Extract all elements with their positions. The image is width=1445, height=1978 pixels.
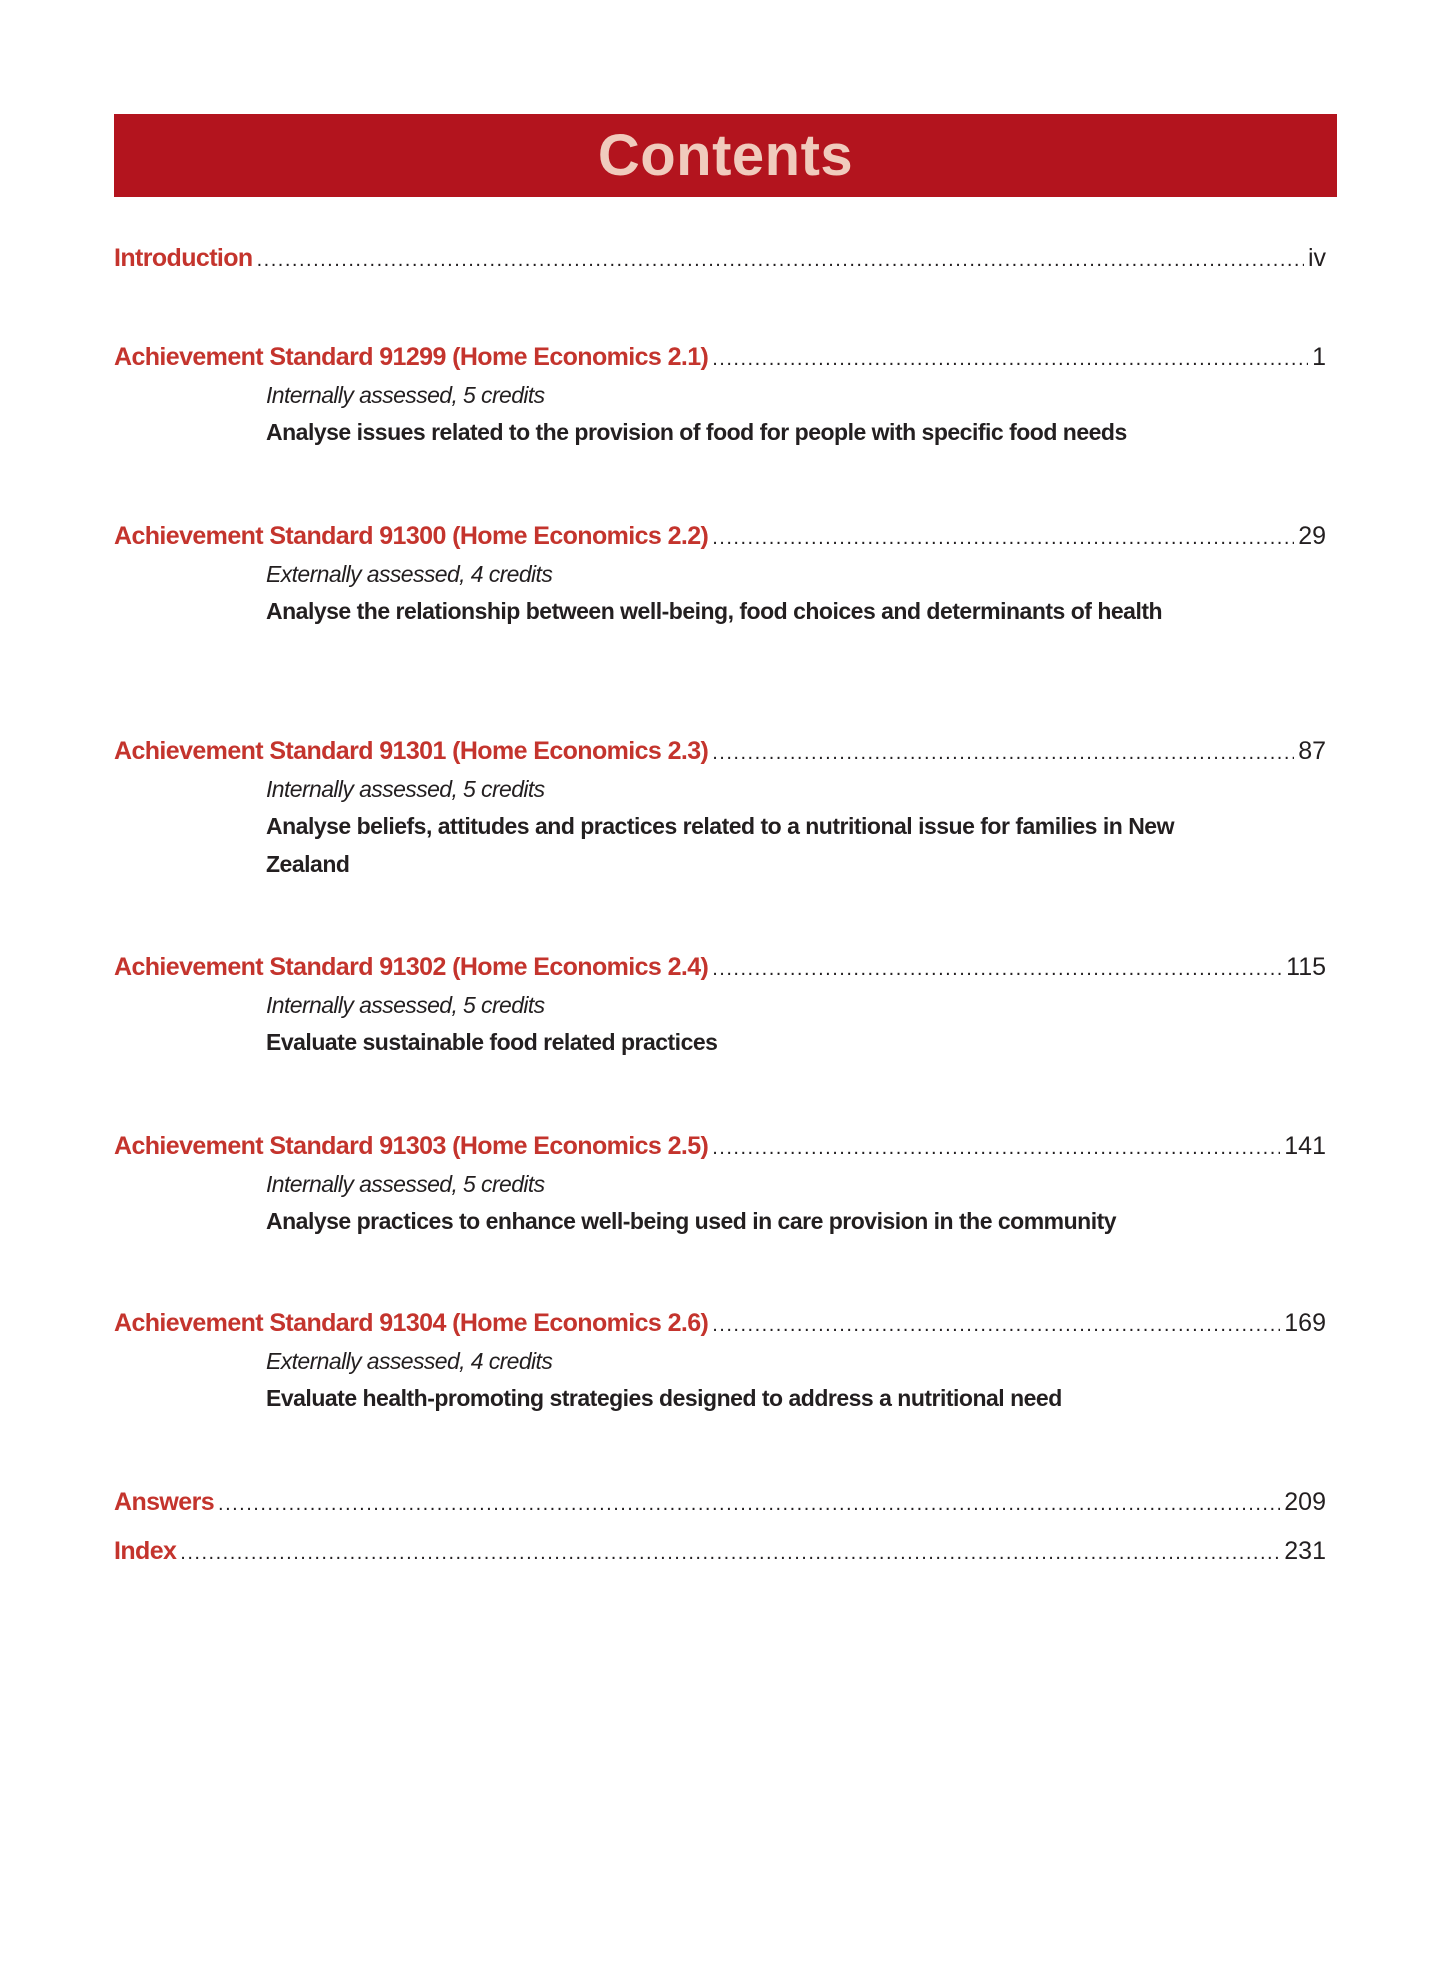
leader-dots — [712, 1137, 1280, 1160]
toc-entry-index[interactable] — [114, 1537, 1326, 1566]
toc-label: Achievement Standard 91302 (Home Economics 2.4) — [114, 953, 709, 981]
toc-entry-standard[interactable] — [114, 343, 1326, 372]
assessment-info: Internally assessed, 5 credits — [266, 382, 545, 408]
toc-page-number: 29 — [1298, 522, 1326, 550]
toc-page-number: 209 — [1284, 1488, 1326, 1516]
leader-dots — [218, 1493, 1280, 1516]
toc-entry-standard[interactable] — [114, 737, 1326, 766]
leader-dots — [712, 1314, 1280, 1337]
leader-dots — [257, 249, 1304, 272]
contents-banner — [114, 114, 1337, 197]
toc-page-number: 141 — [1284, 1132, 1326, 1160]
toc-page-number: iv — [1307, 244, 1326, 272]
standard-description: Evaluate sustainable food related practices — [266, 1029, 718, 1055]
toc-label: Index — [114, 1537, 177, 1565]
assessment-info: Externally assessed, 4 credits — [266, 561, 553, 587]
assessment-info: Internally assessed, 5 credits — [266, 1171, 545, 1197]
assessment-info: Internally assessed, 5 credits — [266, 776, 545, 802]
standard-description: Evaluate health-promoting strategies designed to address a nutritional need — [266, 1385, 1062, 1411]
toc-label: Answers — [114, 1488, 215, 1516]
toc-label: Achievement Standard 91303 (Home Economics 2.5) — [114, 1132, 709, 1160]
leader-dots — [712, 527, 1294, 550]
toc-entry-standard[interactable] — [114, 1309, 1326, 1338]
standard-description: Analyse issues related to the provision of food for people with specific food needs — [266, 419, 1127, 445]
toc-entry-standard[interactable] — [114, 522, 1326, 551]
leader-dots — [712, 348, 1308, 371]
toc-page-number: 169 — [1284, 1309, 1326, 1337]
toc-label: Achievement Standard 91304 (Home Economics 2.6) — [114, 1309, 709, 1337]
standard-description: Analyse beliefs, attitudes and practices related to a nutritional issue for families in New Zealand — [266, 813, 1174, 877]
toc-label: Achievement Standard 91301 (Home Economics 2.3) — [114, 737, 709, 765]
leader-dots — [712, 958, 1282, 981]
toc-page-number: 115 — [1286, 953, 1326, 981]
leader-dots — [712, 742, 1294, 765]
standard-description: Analyse practices to enhance well-being used in care provision in the community — [266, 1208, 1117, 1234]
leader-dots — [180, 1542, 1280, 1565]
toc-page-number: 231 — [1284, 1537, 1326, 1565]
standard-description: Analyse the relationship between well-being, food choices and determinants of health — [266, 598, 1163, 624]
toc-label: Achievement Standard 91299 (Home Economics 2.1) — [114, 343, 709, 371]
assessment-info: Externally assessed, 4 credits — [266, 1348, 553, 1374]
assessment-info: Internally assessed, 5 credits — [266, 992, 545, 1018]
toc-page-number: 87 — [1298, 737, 1326, 765]
toc-entry-standard[interactable] — [114, 953, 1326, 982]
page-title: Contents — [597, 123, 854, 188]
toc-page-number: 1 — [1312, 343, 1326, 371]
toc-label: Achievement Standard 91300 (Home Economics 2.2) — [114, 522, 709, 550]
toc-entry-standard[interactable] — [114, 1132, 1326, 1161]
toc-label: Introduction — [114, 244, 253, 272]
toc-entry-answers[interactable] — [114, 1488, 1326, 1517]
toc-entry-introduction[interactable] — [114, 244, 1326, 273]
